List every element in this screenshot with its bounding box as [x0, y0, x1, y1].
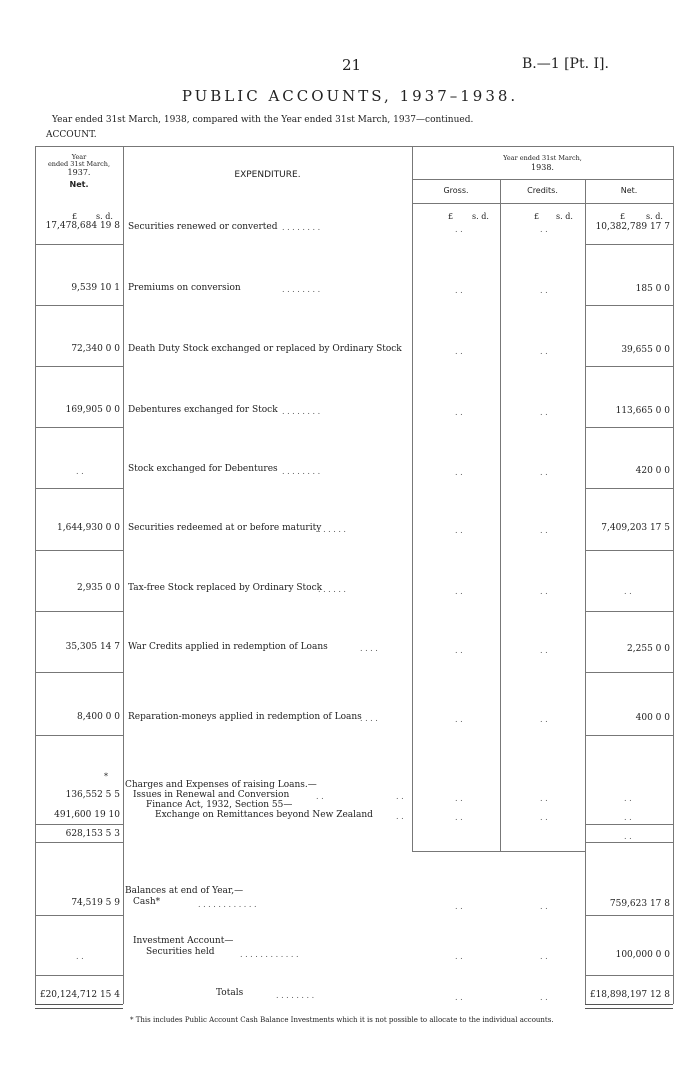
row-rule: [585, 672, 673, 673]
charges-prev-total: 628,153 5 3: [65, 829, 120, 839]
gross-cell: . .: [455, 408, 463, 417]
row-rule: [35, 427, 123, 428]
row-rule: [585, 735, 673, 736]
prev-year-net-cell: 8,400 0 0: [77, 712, 120, 722]
investment-label: Securities held: [146, 947, 215, 957]
gross-cell: . .: [455, 902, 463, 911]
credits-cell: . .: [540, 902, 548, 911]
investment-net: 100,000 0 0: [615, 950, 670, 960]
net-cell: 39,655 0 0: [621, 345, 670, 355]
leader-dots: . . . . . . . . . . . .: [240, 950, 299, 959]
credits-cell: . .: [540, 813, 548, 822]
row-rule: [585, 915, 673, 916]
investment-prev: . .: [76, 952, 84, 961]
prev-year-divider: [123, 146, 124, 1004]
net-cell: 185 0 0: [635, 284, 670, 294]
prev-year-net-header: Net.: [69, 180, 89, 189]
credits-cell: . .: [540, 993, 548, 1002]
row-rule: [585, 427, 673, 428]
row-rule: [585, 611, 673, 612]
cash-label: Cash*: [133, 897, 161, 907]
prev-year-net-cell: . .: [76, 467, 84, 476]
row-label: Debentures exchanged for Stock: [128, 405, 278, 415]
net-cell: . .: [624, 813, 632, 822]
row-label: Securities renewed or converted: [128, 222, 278, 232]
subheader-rule: [412, 179, 673, 180]
net-cell: . .: [624, 794, 632, 803]
credits-divider: [585, 179, 586, 1004]
cash-prev: 74,519 5 9: [71, 898, 120, 908]
totals-net: £18,898,197 12 8: [589, 990, 670, 1000]
unit-pound: £: [534, 212, 540, 221]
unit-pound: £: [620, 212, 626, 221]
prev-year-net-cell: 9,539 10 1: [71, 283, 120, 293]
gross-cell: . .: [455, 225, 463, 234]
row-rule: [585, 366, 673, 367]
left-border: [35, 146, 36, 1004]
row-rule: [35, 915, 123, 916]
right-border: [673, 146, 674, 1004]
gross-cell: . .: [455, 587, 463, 596]
credits-cell: . .: [540, 286, 548, 295]
leader-dots: . . . . . .: [318, 585, 346, 594]
gross-cell: . .: [455, 993, 463, 1002]
row-rule: [585, 842, 673, 843]
charges-prev1: 136,552 5 5: [65, 790, 120, 800]
row-rule: [585, 550, 673, 551]
page-number: 21: [342, 56, 362, 74]
unit-sd: s. d.: [472, 212, 489, 221]
prev-total-double-rule: [35, 1004, 123, 1009]
credits-cell: . .: [540, 715, 548, 724]
row-rule: [35, 611, 123, 612]
charges-rule: [412, 851, 585, 852]
leader-dots: . . . . . . . .: [276, 991, 315, 1000]
prev-year-net-cell: 72,340 0 0: [71, 344, 120, 354]
leader-dots: . . . .: [360, 714, 378, 723]
leader-dots: . . . . . . . .: [282, 223, 321, 232]
net-total-cell: . .: [624, 832, 632, 841]
net-cell: 7,409,203 17 5: [601, 523, 670, 533]
net-cell: 400 0 0: [635, 713, 670, 723]
balances-heading: Balances at end of Year,—: [125, 886, 244, 896]
page-title: PUBLIC ACCOUNTS, 1937–1938.: [181, 87, 519, 105]
row-rule: [35, 488, 123, 489]
prev-year-header-line3: 1937.: [67, 168, 91, 177]
row-rule: [35, 824, 123, 825]
document-reference: B.—1 [Pt. I].: [522, 56, 609, 72]
header-bottom-rule: [412, 203, 673, 204]
gross-cell: . .: [455, 347, 463, 356]
row-rule: [585, 488, 673, 489]
charges-line2: Finance Act, 1932, Section 55—: [146, 800, 293, 810]
leader-dots: . . . .: [360, 644, 378, 653]
gross-cell: . .: [455, 286, 463, 295]
net-cell: 10,382,789 17 7: [595, 222, 670, 232]
unit-pound: £: [72, 212, 78, 221]
row-rule: [35, 975, 123, 976]
section-label: ACCOUNT.: [46, 130, 97, 140]
net-cell: 2,255 0 0: [627, 644, 670, 654]
gross-header: Gross.: [443, 186, 469, 195]
row-rule: [585, 305, 673, 306]
leader-dots: . .: [396, 792, 404, 801]
investment-heading: Investment Account—: [133, 936, 234, 946]
gross-cell: . .: [455, 952, 463, 961]
leader-dots: . .: [396, 812, 404, 821]
gross-cell: . .: [455, 715, 463, 724]
prev-year-header-line2: ended 31st March,: [47, 160, 111, 168]
credits-cell: . .: [540, 587, 548, 596]
totals-label: Totals: [216, 988, 244, 998]
row-label: War Credits applied in redemption of Loans: [128, 642, 328, 652]
row-label: Stock exchanged for Debentures: [128, 464, 278, 474]
net-cell: . .: [624, 587, 632, 596]
totals-prev: £20,124,712 15 4: [39, 990, 120, 1000]
row-rule: [35, 244, 123, 245]
net-total-double-rule: [585, 1004, 673, 1009]
unit-sd: s. d.: [96, 212, 113, 221]
row-rule: [35, 735, 123, 736]
cash-net: 759,623 17 8: [609, 899, 670, 909]
prev-year-header-line1: Year: [71, 153, 87, 161]
prev-year-net-cell: 35,305 14 7: [65, 642, 120, 652]
row-rule: [35, 305, 123, 306]
expenditure-header: EXPENDITURE.: [234, 170, 301, 180]
row-label: Reparation-moneys applied in redemption of Loans: [128, 712, 362, 722]
credits-cell: . .: [540, 347, 548, 356]
gross-cell: . .: [455, 646, 463, 655]
unit-pound: £: [448, 212, 454, 221]
prev-year-net-cell: 1,644,930 0 0: [57, 523, 120, 533]
gross-cell: . .: [455, 526, 463, 535]
leader-dots: . . . . . . . .: [282, 407, 321, 416]
page-subtitle: Year ended 31st March, 1938, compared with the Year ended 31st March, 1937—continued.: [52, 115, 474, 125]
gross-cell: . .: [455, 468, 463, 477]
leader-dots: . . . . . . . .: [282, 285, 321, 294]
credits-cell: . .: [540, 468, 548, 477]
expenditure-divider: [412, 146, 413, 851]
credits-cell: . .: [540, 526, 548, 535]
row-rule: [35, 550, 123, 551]
leader-dots: . . . . . . . . . . . .: [198, 900, 257, 909]
charges-line1: Issues in Renewal and Conversion: [133, 790, 290, 800]
charges-heading: Charges and Expenses of raising Loans.—: [125, 780, 317, 790]
gross-cell: . .: [455, 813, 463, 822]
row-rule: [35, 366, 123, 367]
credits-header: Credits.: [527, 186, 558, 195]
prev-year-net-cell: 169,905 0 0: [65, 405, 120, 415]
row-rule: [35, 842, 123, 843]
unit-sd: s. d.: [556, 212, 573, 221]
unit-sd: s. d.: [646, 212, 663, 221]
asterisk-mark: *: [104, 772, 108, 781]
leader-dots: . . . . . .: [318, 525, 346, 534]
row-rule: [585, 244, 673, 245]
leader-dots: . . . . . . . .: [282, 467, 321, 476]
net-header: Net.: [620, 186, 638, 195]
curr-year-header-line1: Year ended 31st March,: [503, 154, 582, 162]
prev-year-net-cell: 17,478,684 19 8: [45, 221, 120, 231]
credits-cell: . .: [540, 794, 548, 803]
prev-year-net-cell: 2,935 0 0: [77, 583, 120, 593]
gross-cell: . .: [455, 794, 463, 803]
credits-cell: . .: [540, 408, 548, 417]
net-cell: 113,665 0 0: [615, 406, 670, 416]
credits-cell: . .: [540, 952, 548, 961]
net-cell: 420 0 0: [635, 466, 670, 476]
row-rule: [585, 975, 673, 976]
row-rule: [585, 824, 673, 825]
row-label: Tax-free Stock replaced by Ordinary Stock: [128, 583, 323, 593]
row-label: Securities redeemed at or before maturity: [128, 523, 322, 533]
table-top-rule: [35, 146, 673, 147]
credits-cell: . .: [540, 225, 548, 234]
curr-year-header-line2: 1938.: [531, 163, 554, 172]
credits-cell: . .: [540, 646, 548, 655]
row-label: Premiums on conversion: [128, 283, 241, 293]
row-label: Death Duty Stock exchanged or replaced by Ordinary Stock: [128, 344, 402, 354]
gross-divider: [500, 179, 501, 851]
charges-prev2: 491,600 19 10: [54, 810, 120, 820]
footnote: * This includes Public Account Cash Balance Investments which it is not possible to allocate to the individual accounts.: [130, 1016, 554, 1024]
charges-line3: Exchange on Remittances beyond New Zealand: [155, 810, 373, 820]
leader-dots: . .: [316, 792, 324, 801]
row-rule: [35, 672, 123, 673]
